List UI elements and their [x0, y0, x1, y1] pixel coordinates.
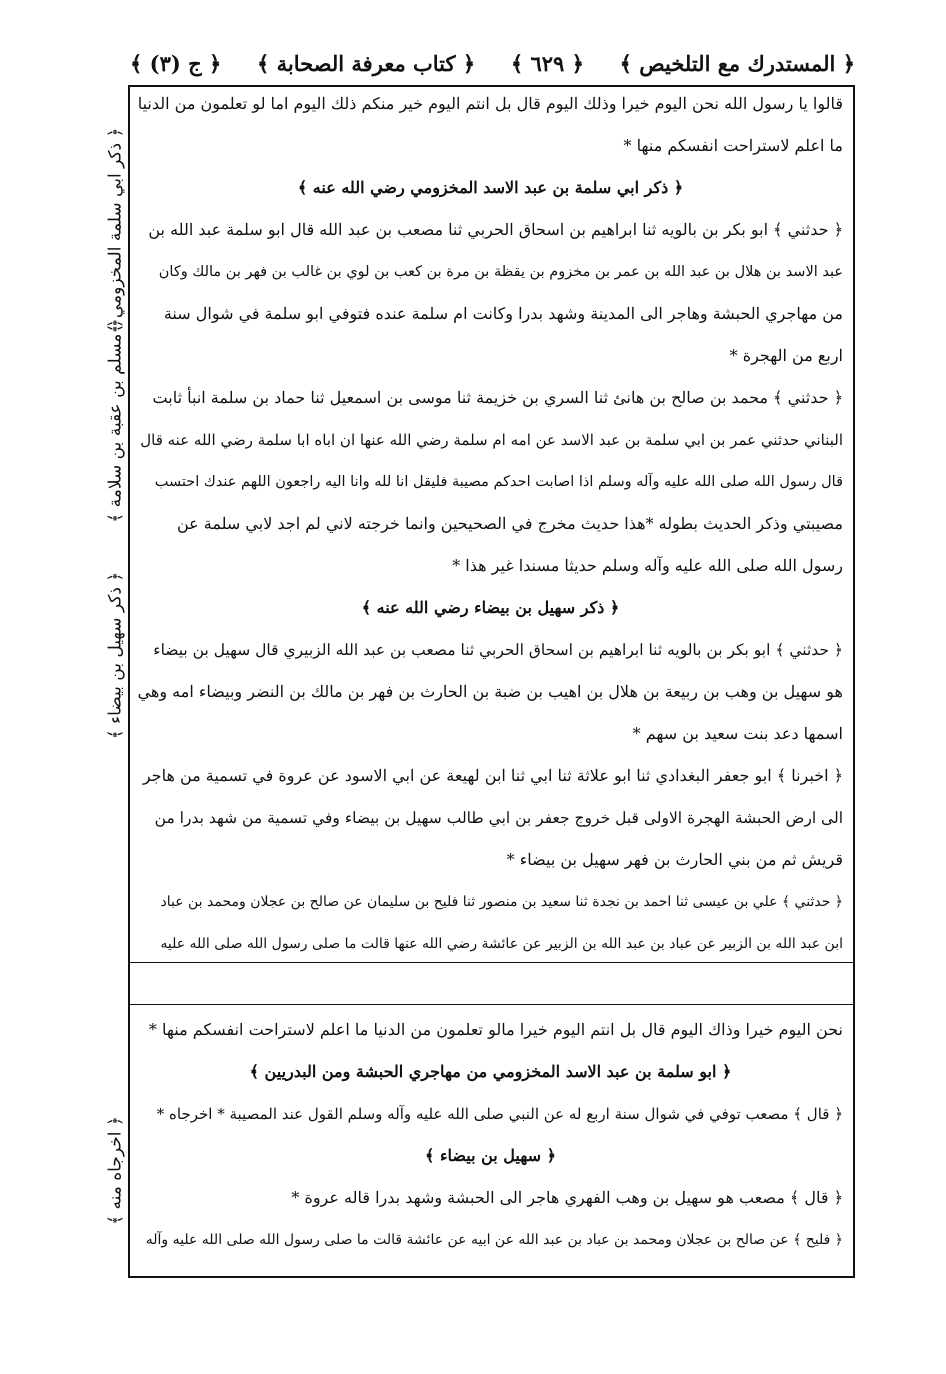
text-line: اربع من الهجرة * [729, 346, 843, 365]
margin-note: ﴿ اخرجاه منه ﴾ [105, 1116, 126, 1225]
text-line: قال رسول الله صلى الله عليه وآله وسلم اذا اصابت احدكم مصيبة فليقل انا لله وانا اليه راجعون اللهم عندك احتسب [154, 474, 843, 490]
text-line: قريش ثم من بني الحارث بن فهر سهيل بن بيضاء * [506, 850, 843, 869]
book-title: ﴿ المستدرك مع التلخيص ﴾ [619, 50, 855, 76]
margin-note: ﴿ ذكر ابي سلمة المخزومي ﴾ [105, 127, 126, 334]
text-line: البناني حدثني عمر بن ابي سلمة بن عبد الاسد عن امه ام سلمة رضي الله عنها ان اباه ابا سلمة رضي الله عنه قال [140, 431, 843, 449]
page-number: ﴿ ٦٢٩ ﴾ [510, 50, 584, 76]
text-line: ﴿ اخبرنا ﴾ ابو جعفر البغدادي ثنا ابو علاثة ثنا ابي ثنا ابن لهيعة عن ابي الاسود عن عروة في تسمية من هاجر [142, 766, 843, 785]
summary-line: نحن اليوم خيرا وذاك اليوم قال بل انتم اليوم خيرا مالو تعلمون من الدنيا ما اعلم لاستراحت انفسكم منها * [148, 1020, 843, 1039]
margin-note: ﴿ ذكر سهيل بن بيضاء ﴾ [105, 571, 126, 740]
summary-line: ﴿ قال ﴾ مصعب توفي في شوال سنة اربع له عن النبي صلى الله عليه وآله وسلم القول عند المصيبة * اخرجاه * [156, 1105, 843, 1123]
text-line: ﴿ حدثني ﴾ علي بن عيسى ثنا احمد بن نجدة ثنا سعيد بن منصور ثنا فليح بن سليمان عن صالح بن عجلان ومحمد بن عباد [160, 894, 843, 910]
chapter-title: ﴿ كتاب معرفة الصحابة ﴾ [257, 50, 476, 76]
text-line: عبد الاسد بن هلال بن عبد الله بن عمر بن مخزوم بن يقظة بن مرة بن كعب بن لوي بن غالب بن فهر بن مالك وكان [158, 264, 843, 280]
text-line: رسول الله صلى الله عليه وآله وسلم حديثا مسندا غير هذا * [452, 556, 843, 575]
summary-heading: ﴿ ابو سلمة بن عبد الاسد المخزومي من مهاجري الحبشة ومن البدريين ﴾ [249, 1062, 732, 1081]
text-line: من مهاجري الحبشة وهاجر الى المدينة وشهد بدرا وكانت ام سلمة عنده فتوفي ابو سلمة في شوال سنة [163, 304, 843, 323]
divider-rule [130, 962, 853, 963]
text-line: مصيبتي وذكر الحديث بطوله *هذا حديث مخرج في الصحيحين وانما خرجته لاني لم اجد لابي سلمة عن [176, 514, 843, 533]
section-heading: ﴿ ذكر ابي سلمة بن عبد الاسد المخزومي رضي الله عنه ﴾ [297, 178, 684, 197]
margin-note: ﴿ مسلم بن عقبة بن سلامة ﴾ [105, 318, 126, 523]
text-line: ﴿ حدثني ﴾ ابو بكر بن بالويه ثنا ابراهيم بن اسحاق الحربي ثنا مصعب بن عبد الله الزبيري قال سهيل بن بيضاء [153, 641, 843, 659]
text-line: ابن عبد الله بن الزبير عن عباد بن عبد الله بن الزبير عن عائشة رضي الله عنها قالت ما صلى رسول الله صلى الله عليه [160, 936, 843, 952]
text-line: ما اعلم لاستراحت انفسكم منها * [623, 136, 843, 155]
section-heading: ﴿ ذكر سهيل بن بيضاء رضي الله عنه ﴾ [361, 598, 620, 617]
text-line: هو سهيل بن وهب بن ربيعة بن هلال بن اهيب بن ضبة بن الحارث بن فهر بن مالك بن النضر وبيضاء امه وهي [138, 682, 843, 701]
volume-number: ﴿ ج (٣) ﴾ [130, 50, 222, 76]
running-header [130, 40, 855, 86]
summary-heading: ﴿ سهيل بن بيضاء ﴾ [425, 1146, 556, 1165]
text-line: اسمها دعد بنت سعيد بن سهم * [632, 724, 843, 743]
summary-line: ﴿ قال ﴾ مصعب هو سهيل بن وهب الفهري هاجر الى الحبشة وشهد بدرا قاله عروة * [291, 1188, 843, 1207]
text-line: ﴿ حدثني ﴾ محمد بن صالح بن هانئ ثنا السري بن خزيمة ثنا موسى بن اسمعيل ثنا حماد بن سلمة انبأ ثابت [152, 388, 843, 407]
text-frame [128, 85, 855, 1278]
text-line: قالوا يا رسول الله نحن اليوم خيرا وذلك اليوم قال بل انتم اليوم خير منكم ذلك اليوم اما لو تعلمون من الدنيا [138, 94, 843, 113]
divider-rule [130, 1004, 853, 1005]
text-line: الى ارض الحبشة الهجرة الاولى قبل خروج جعفر بن ابي طالب سهيل بن بيضاء وفي تسمية من شهد بدرا من [154, 809, 843, 827]
summary-line: ﴿ فليح ﴾ عن صالح بن عجلان ومحمد بن عباد بن عبد الله عن ابيه عن عائشة قالت ما صلى رسول الله صلى الله عليه وآله [145, 1232, 843, 1248]
text-line: ﴿ حدثني ﴾ ابو بكر بن بالويه ثنا ابراهيم بن اسحاق الحربي ثنا مصعب بن عبد الله قال ابو سلمة عبد الله بن [148, 220, 843, 239]
